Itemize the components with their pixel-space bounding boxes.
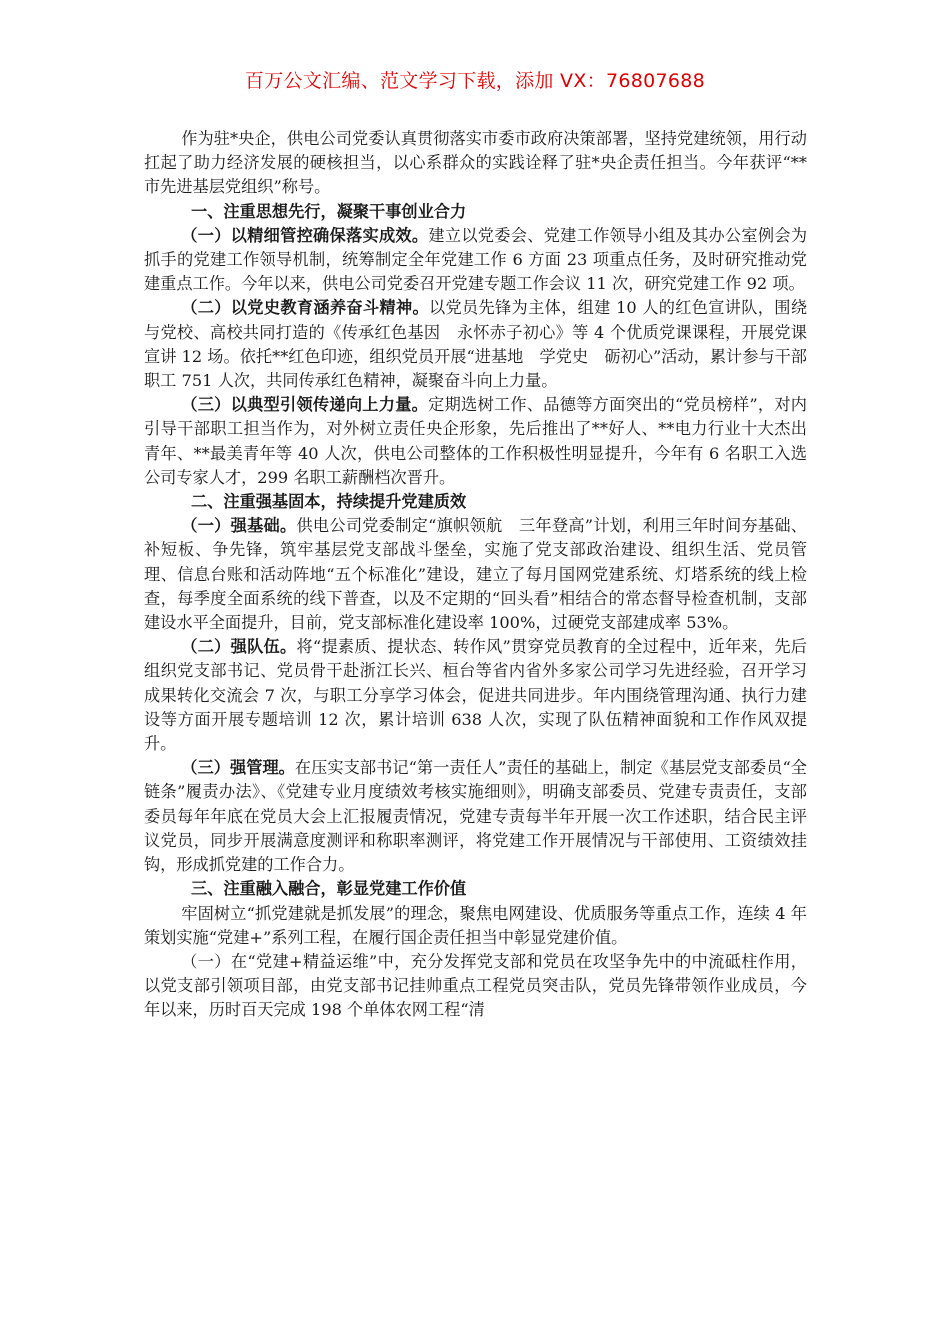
paragraph-lead: （三）强管理。 [181, 758, 295, 778]
document-body [144, 127, 807, 1023]
paragraph-text: 供电公司党委制定“旗帜领航 三年登高”计划，利用三年时间夯基础、补短板、争先锋，筑牢基层党支部战斗堡垒，实施了党支部政治建设、组织生活、党员管理、信息台账和活动阵地“五个标准化”建设，建立了每月国网党建系统、灯塔系统的线上检查，每季度全面系统的线下普查，以及不定期的“回头看”相结合的常态督导检查机制，支部建设水平全面提升，目前，党支部标准化建设率 100%，过硬党支部建成率 53%。 [144, 516, 807, 633]
paragraph-lead: （二）以党史教育涵养奋斗精神。 [181, 298, 429, 318]
paragraph-2-1 [144, 514, 807, 635]
paragraph-3-intro: 牢固树立“抓党建就是抓发展”的理念，聚焦电网建设、优质服务等重点工作，连续 4 年策划实施“党建+”系列工程，在履行国企责任担当中彰显党建价值。 [144, 903, 807, 947]
section-heading-1: 一、注重思想先行，凝聚干事创业合力 [190, 201, 467, 221]
paragraph-3-1: （一）在“党建+精益运维”中，充分发挥党支部和党员在攻坚争先中的中流砥柱作用，以党支部引领项目部，由党支部书记挂帅重点工程党员突击队，党员先锋带领作业成员，今年以来，历时百天完成 198 个单体农网工程“清 [144, 951, 807, 1020]
intro-paragraph: 作为驻*央企，供电公司党委认真贯彻落实市委市政府决策部署，坚持党建统领，用行动扛起了助力经济发展的硬核担当，以心系群众的实践诠释了驻*央企责任担当。今年获评“**市先进基层党组织”称号。 [144, 129, 807, 197]
paragraph-lead: （二）强队伍。 [181, 637, 297, 657]
paragraph-text: 在压实支部书记“第一责任人”责任的基础上，制定《基层党支部委员“全链条”履责办法》、《党建专业月度绩效考核实施细则》，明确支部委员、党建专责责任，支部委员每年年底在党员大会上汇报履责情况，党建专责每半年开展一次工作述职，结合民主评议党员，同步开展满意度测评和称职率测评，将党建工作开展情况与干部使用、工资绩效挂钩，形成抓党建的工作合力。 [144, 758, 807, 875]
paragraph-1-2 [144, 296, 807, 393]
paragraph-text: 将“提素质、提状态、转作风”贯穿党员教育的全过程中，近年来，先后组织党支部书记、党员骨干赴浙江长兴、桓台等省内省外多家公司学习先进经验，召开学习成果转化交流会 7 次，与职工分享学习体会，促进共同进步。年内围绕管理沟通、执行力建设等方面开展专题培训 12 次，累计培训 638 人次，实现了队伍精神面貌和工作作风双提升。 [144, 637, 807, 754]
paragraph-text: 以党员先锋为主体，组建 10 人的红色宣讲队，围绕与党校、高校共同打造的《传承红色基因 永怀赤子初心》等 4 个优质党课课程，开展党课宣讲 12 场。依托**红色印迹，组织党员开展“进基地 学党史 砺初心”活动，累计参与干部职工 751 人次，共同传承红色精神，凝聚奋斗向上力量。 [144, 298, 808, 391]
paragraph-2-3 [144, 756, 807, 877]
paragraph-lead: （一）以精细管控确保落实成效。 [181, 225, 429, 245]
paragraph-2-2 [144, 635, 807, 756]
paragraph-1-3 [144, 393, 807, 490]
paragraph-1-1 [144, 224, 807, 297]
paragraph-text: 建立以党委会、党建工作领导小组及其办公室例会为抓手的党建工作领导机制，统筹制定全年党建工作 6 方面 23 项重点任务，及时研究推动党建重点工作。今年以来，供电公司党委召开党建专题工作会议 11 次，研究党建工作 92 项。 [144, 225, 808, 294]
paragraph-lead: （三）以典型引领传递向上力量。 [181, 395, 429, 415]
section-heading-2: 二、注重强基固本，持续提升党建质效 [190, 492, 467, 512]
section-heading-3: 三、注重融入融合，彰显党建工作价值 [190, 879, 467, 899]
paragraph-text: 定期选树工作、品德等方面突出的“党员榜样”，对内引导干部职工担当作为，对外树立责任央企形象，先后推出了**好人、**电力行业十大杰出青年、**最美青年等 40 人次，供电公司整体的工作积极性明显提升，今年有 6 名职工入选公司专家人才，299 名职工薪酬档次晋升。 [144, 395, 807, 487]
paragraph-lead: （一）强基础。 [181, 516, 297, 536]
watermark-header: 百万公文汇编、范文学习下载，添加 VX：76807688 [244, 70, 706, 92]
